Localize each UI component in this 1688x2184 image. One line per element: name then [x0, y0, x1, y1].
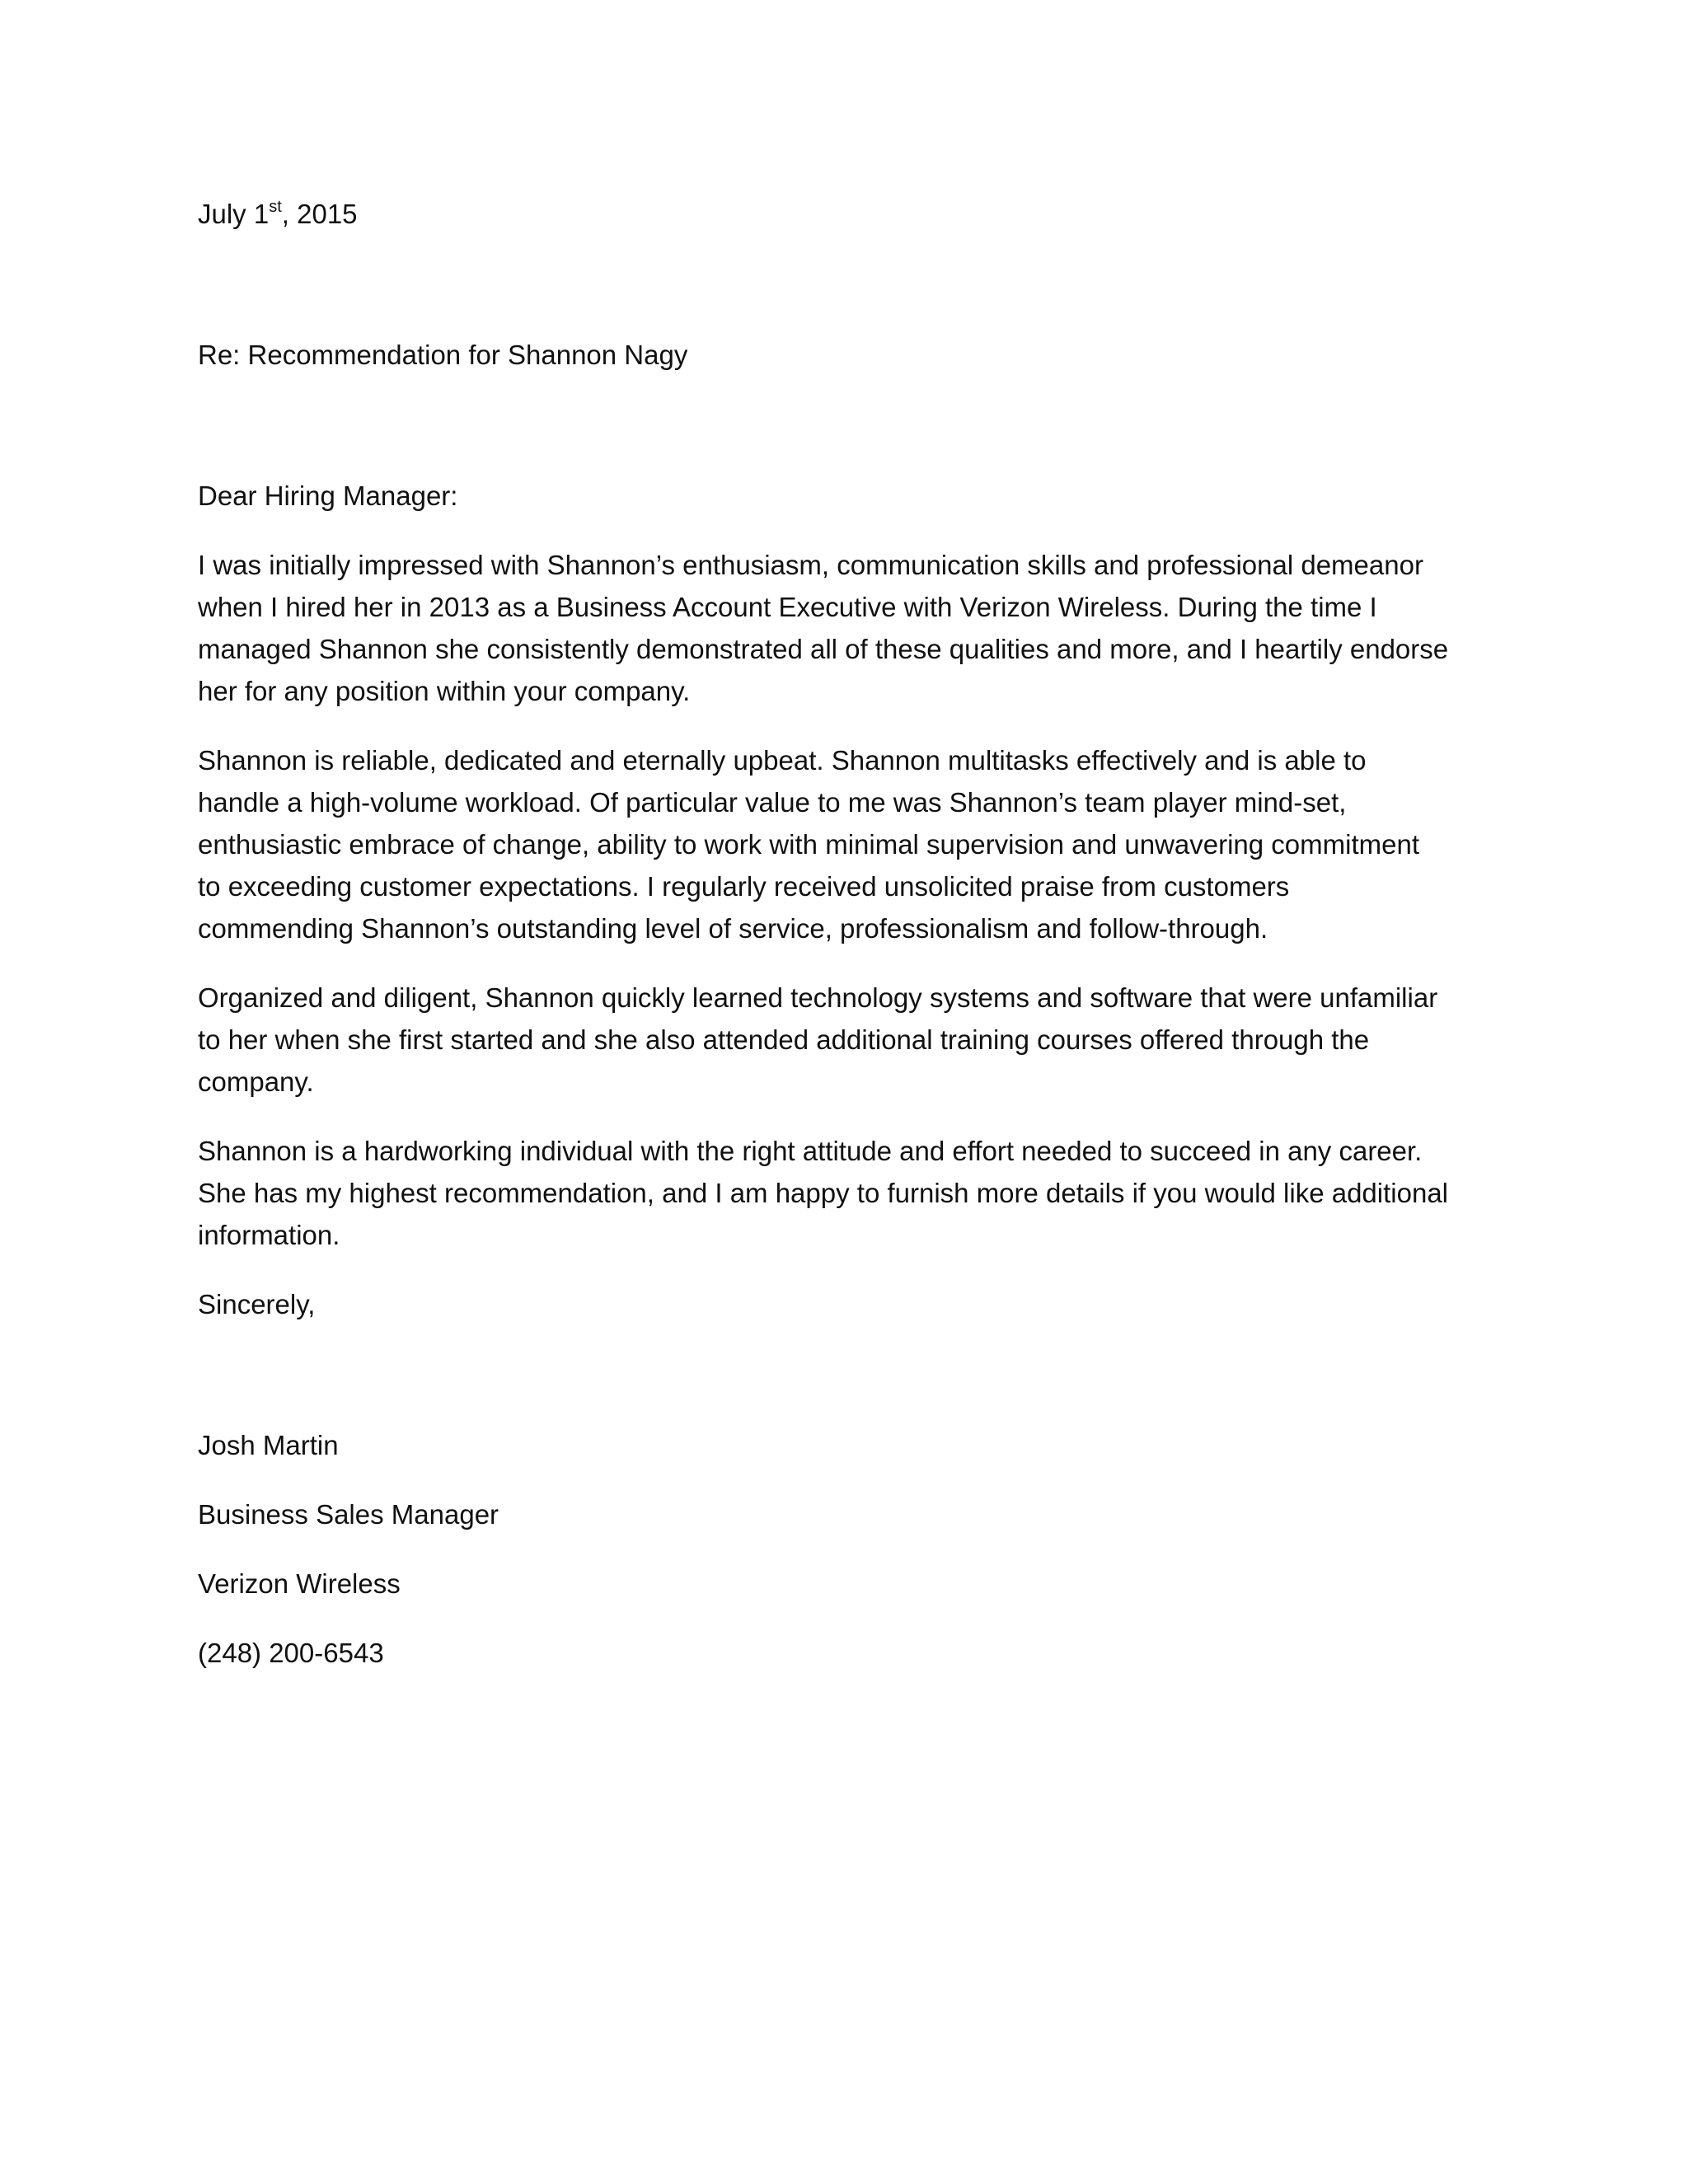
paragraph-line: Shannon is reliable, dedicated and eternally upbeat. Shannon multitasks effectively and is able to	[198, 745, 1367, 776]
paragraph-line: handle a high-volume workload. Of particular value to me was Shannon’s team player mind-set,	[198, 787, 1347, 818]
paragraph-line: She has my highest recommendation, and I am happy to furnish more details if you would like additional	[198, 1178, 1449, 1208]
paragraph-line: information.	[198, 1220, 340, 1250]
body-paragraph-1	[198, 544, 1500, 712]
letter-date	[198, 193, 1500, 235]
paragraph-line: commending Shannon’s outstanding level of service, professionalism and follow-through.	[198, 913, 1268, 944]
recommendation-letter	[198, 193, 1500, 1701]
paragraph-line: to exceeding customer expectations. I regularly received unsolicited praise from customers	[198, 871, 1290, 902]
signer-name: Josh Martin	[198, 1430, 339, 1460]
subject-line: Re: Recommendation for Shannon Nagy	[198, 340, 688, 370]
paragraph-line: enthusiastic embrace of change, ability to work with minimal supervision and unwavering commitment	[198, 829, 1420, 860]
paragraph-line: Shannon is a hardworking individual with the right attitude and effort needed to succeed in any career.	[198, 1136, 1423, 1166]
salutation: Dear Hiring Manager:	[198, 480, 458, 511]
body-paragraph-4	[198, 1130, 1500, 1256]
body-paragraph-2	[198, 739, 1500, 949]
body-paragraph-3	[198, 977, 1500, 1103]
signer-company: Verizon Wireless	[198, 1568, 401, 1599]
paragraph-line: to her when she first started and she also attended additional training courses offered through the	[198, 1024, 1370, 1055]
paragraph-line: her for any position within your company.	[198, 676, 691, 706]
paragraph-line: I was initially impressed with Shannon’s enthusiasm, communication skills and professional demeanor	[198, 550, 1423, 580]
date-ordinal: st	[269, 198, 282, 216]
paragraph-line: Organized and diligent, Shannon quickly learned technology systems and software that were unfamiliar	[198, 982, 1438, 1013]
signer-phone: (248) 200-6543	[198, 1638, 384, 1668]
date-year: , 2015	[281, 199, 358, 229]
paragraph-line: when I hired her in 2013 as a Business Account Executive with Verizon Wireless. During the time I	[198, 592, 1377, 622]
paragraph-line: company.	[198, 1066, 314, 1097]
closing: Sincerely,	[198, 1289, 316, 1319]
paragraph-line: managed Shannon she consistently demonstrated all of these qualities and more, and I heartily endorse	[198, 634, 1449, 664]
signer-title: Business Sales Manager	[198, 1499, 499, 1530]
date-month-day: July 1	[198, 199, 270, 229]
